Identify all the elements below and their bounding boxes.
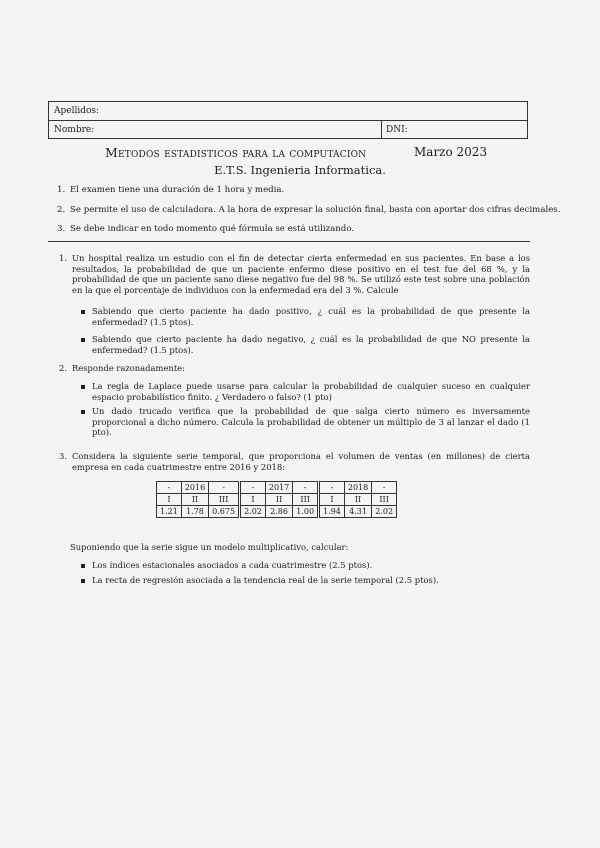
bullet-item: La recta de regresión asociada a la tendencia real de la serie temporal (2.5 ptos). [92,575,530,586]
question-number: 3. [59,451,67,461]
question-1 [59,253,530,295]
quarter-row [157,494,397,506]
divider [48,241,530,242]
exam-title: Metodos estadisticos para la computacion [105,145,367,160]
table-cell: III [209,494,240,506]
table-cell: II [181,494,208,506]
apellidos-field[interactable] [49,102,527,121]
question-text: Responde razonadamente: [72,363,185,373]
bullet-icon [81,385,85,389]
table-cell: - [293,482,319,494]
bullet-item: Los índices estacionales asociados a cada cuatrimestre (2.5 ptos). [92,560,530,571]
table-cell: I [240,494,266,506]
table-cell: - [209,482,240,494]
time-series-table [156,481,397,518]
table-cell: III [372,494,397,506]
student-id-box [48,101,528,139]
apellidos-label: Apellidos: [54,106,100,116]
bullet-item: La regla de Laplace puede usarse para calcular la probabilidad de cualquier suceso en cualquier espacio probabilístico finito. ¿ Verdadero o falso? (1 pto) [92,381,530,402]
table-cell: I [319,494,345,506]
question-number: 1. [59,253,67,263]
table-cell: - [372,482,397,494]
dni-field[interactable] [381,121,408,139]
table-cell: 4.31 [344,506,371,518]
table-cell: - [319,482,345,494]
table-cell: 2.02 [240,506,266,518]
bullet-icon [81,579,85,583]
exam-date: Marzo 2023 [414,145,488,159]
school-name: E.T.S. Ingenieria Informatica. [214,163,386,177]
table-cell: 2.02 [372,506,397,518]
rule-item: 3. Se debe indicar en todo momento qué fórmula se está utilizando. [57,224,355,234]
table-cell: 2018 [344,482,371,494]
table-cell: 2016 [181,482,208,494]
table-cell: - [157,482,182,494]
question-2 [59,363,530,374]
bullet-item: Sabiendo que cierto paciente ha dado positivo, ¿ cuál es la probabilidad de que presente la enfermedad? (1.5 ptos). [92,306,530,327]
nombre-field[interactable] [49,125,94,135]
table-cell: I [157,494,182,506]
table-cell: - [240,482,266,494]
table-cell: 1.00 [293,506,319,518]
rule-item: 2. Se permite el uso de calculadora. A la hora de expresar la solución final, basta con aportar dos cifras decimales. [57,205,561,215]
table-cell: 1.78 [181,506,208,518]
table-cell: II [344,494,371,506]
question-number: 2. [59,363,67,373]
table-cell: 1.21 [157,506,182,518]
table-cell: 1.94 [319,506,345,518]
bullet-item: Sabiendo que cierto paciente ha dado negativo, ¿ cuál es la probabilidad de que NO presente la enfermedad? (1.5 ptos). [92,334,530,355]
value-row [157,506,397,518]
bullet-item: Un dado trucado verifica que la probabilidad de que salga cierto número es inversamente proporcional a dicho número. Calcula la probabilidad de obtener un múltiplo de 3 al lanzar el dado (1 pto). [92,406,530,438]
nombre-label: Nombre: [54,125,95,135]
table-cell: 2017 [265,482,292,494]
rule-item: 1. El examen tiene una duración de 1 hora y media. [57,185,285,195]
bullet-icon [81,310,85,314]
table-cell: II [265,494,292,506]
table-cell: III [293,494,319,506]
bullet-icon [81,564,85,568]
question-text: Un hospital realiza un estudio con el fin de detectar cierta enfermedad en sus pacientes. En base a los resultados, la probabilidad de que un paciente enfermo diese positivo en el test fue del 68 %, y la probabilidad de que un paciente sano diese negativo fue del 98 %. Se utilizó este test sobre una población en la que el porcentaje de individuos con la enfermedad era del 3 %. Calcule [72,253,530,295]
dni-label: DNI: [386,125,408,135]
bullet-icon [81,338,85,342]
followup-text: Suponiendo que la serie sigue un modelo multiplicativo, calcular: [70,542,349,552]
year-row [157,482,397,494]
table-cell: 2.86 [265,506,292,518]
question-text: Considera la siguiente serie temporal, que proporciona el volumen de ventas (en millones) de cierta empresa en cada cuatrimestre entre 2016 y 2018: [72,451,530,472]
bullet-icon [81,410,85,414]
table-cell: 0.675 [209,506,240,518]
question-3 [59,451,530,472]
